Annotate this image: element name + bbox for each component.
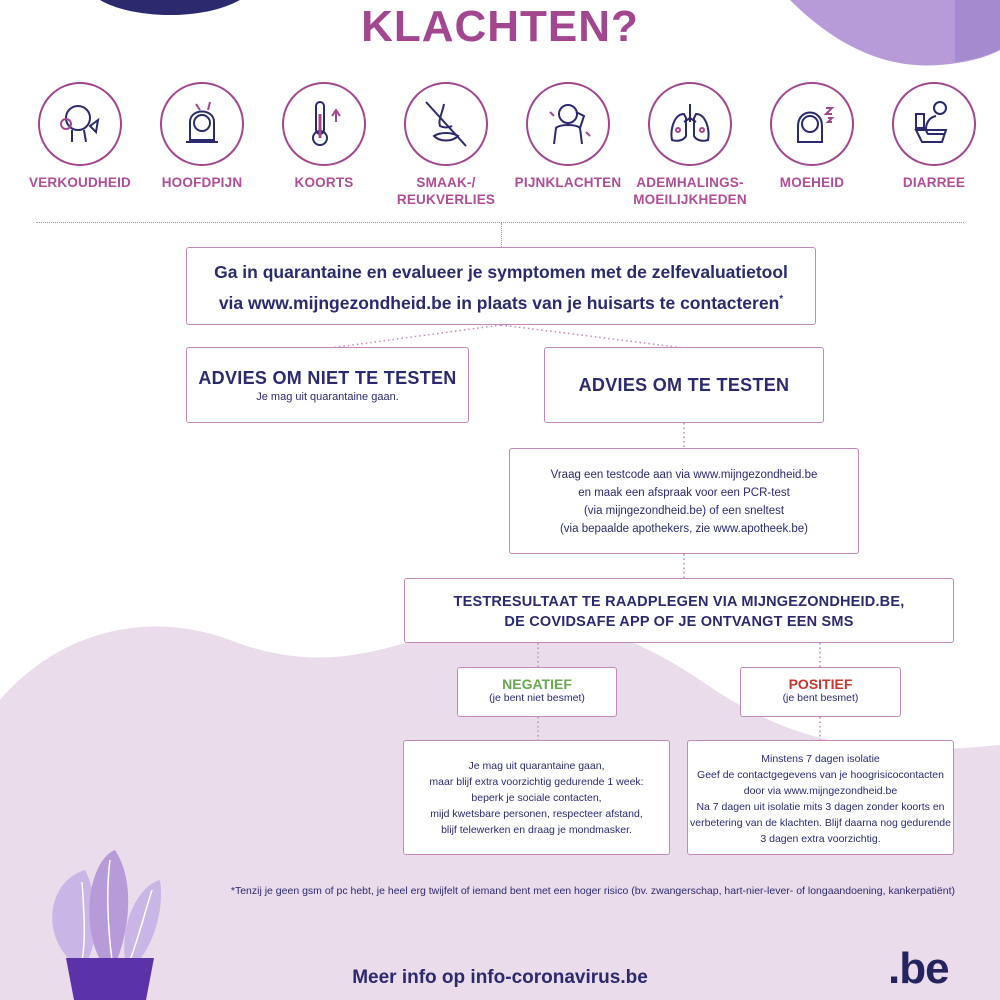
symptom-label: DIARREE (902, 175, 966, 190)
more-info-link[interactable]: Meer info op info-coronavirus.be (352, 967, 648, 988)
symptom-diarree (874, 82, 994, 191)
symptom-ademhalingsmoeilijkheden (630, 82, 750, 208)
symptom-pijnklachten (508, 82, 628, 191)
page-title: KLACHTEN? (361, 2, 639, 51)
symptom-label: PIJNKLACHTEN (514, 175, 622, 190)
fatigue-icon (770, 82, 854, 166)
symptom-moeheid (752, 82, 872, 191)
no-test-advice-box: ADVIES OM NIET TE TESTEN Je mag uit quarantaine gaan. (186, 347, 469, 423)
symptom-smaak-reukverlies (386, 82, 506, 208)
headache-icon (160, 82, 244, 166)
symptom-label: KOORTS (294, 175, 354, 190)
lungs-icon (648, 82, 732, 166)
negative-advice-box: Je mag uit quarantaine gaan, maar blijf extra voorzichtig gedurende 1 week: beperk je sociale contacten, mijd kwetsbare personen, respecteer afstand, blijf telewerken en draag je mondmasker. (403, 740, 670, 855)
symptom-label: VERKOUDHEID (29, 175, 131, 190)
pain-icon (526, 82, 610, 166)
separator-line (36, 222, 964, 223)
symptom-label: SMAAK-/ REUKVERLIES (396, 175, 496, 207)
be-logo: .be (888, 944, 949, 993)
positive-advice-box: Minstens 7 dagen isolatie Geef de contactgegevens van je hoogrisicocontacten door via www.mijngezondheid.be Na 7 dagen uit isolatie mits 3 dagen zonder koorts en verbetering van de klachten. Blijf daarna nog gedurende 3 dagen extra voorzichtig. (687, 740, 954, 855)
symptom-label: ADEMHALINGS- MOEILIJKHEDEN (633, 175, 747, 207)
negative-result-box: NEGATIEF (je bent niet besmet) (457, 667, 617, 717)
symptom-verkoudheid (20, 82, 140, 191)
taste-smell-loss-icon (404, 82, 488, 166)
footnote: *Tenzij je geen gsm of pc hebt, je heel erg twijfelt of iemand bent met een hoger risico (bv. zwangerschap, hart-nier-lever- of longaandoening, kankerpatiënt) (230, 885, 955, 897)
quarantine-instruction-box: Ga in quarantaine en evalueer je symptomen met de zelfevaluatietool via www.mijngezondheid.be in plaats van je huisarts te contacteren* (186, 247, 816, 325)
test-result-box: TESTRESULTAAT TE RAADPLEGEN VIA MIJNGEZONDHEID.BE, DE COVIDSAFE APP OF JE ONTVANGT EEN SMS (404, 578, 954, 643)
thermometer-icon (282, 82, 366, 166)
symptom-hoofdpijn (142, 82, 262, 191)
connector-line (501, 223, 502, 247)
cold-icon (38, 82, 122, 166)
symptom-label: HOOFDPIJN (161, 175, 243, 190)
testcode-box: Vraag een testcode aan via www.mijngezondheid.be en maak een afspraak voor een PCR-test (via mijngezondheid.be) of een sneltest (via bepaalde apothekers, zie www.apotheek.be) (509, 448, 859, 554)
symptom-label: MOEHEID (779, 175, 845, 190)
toilet-icon (892, 82, 976, 166)
symptom-koorts (264, 82, 384, 191)
test-advice-box: ADVIES OM TE TESTEN (544, 347, 824, 423)
positive-result-box: POSITIEF (je bent besmet) (740, 667, 901, 717)
